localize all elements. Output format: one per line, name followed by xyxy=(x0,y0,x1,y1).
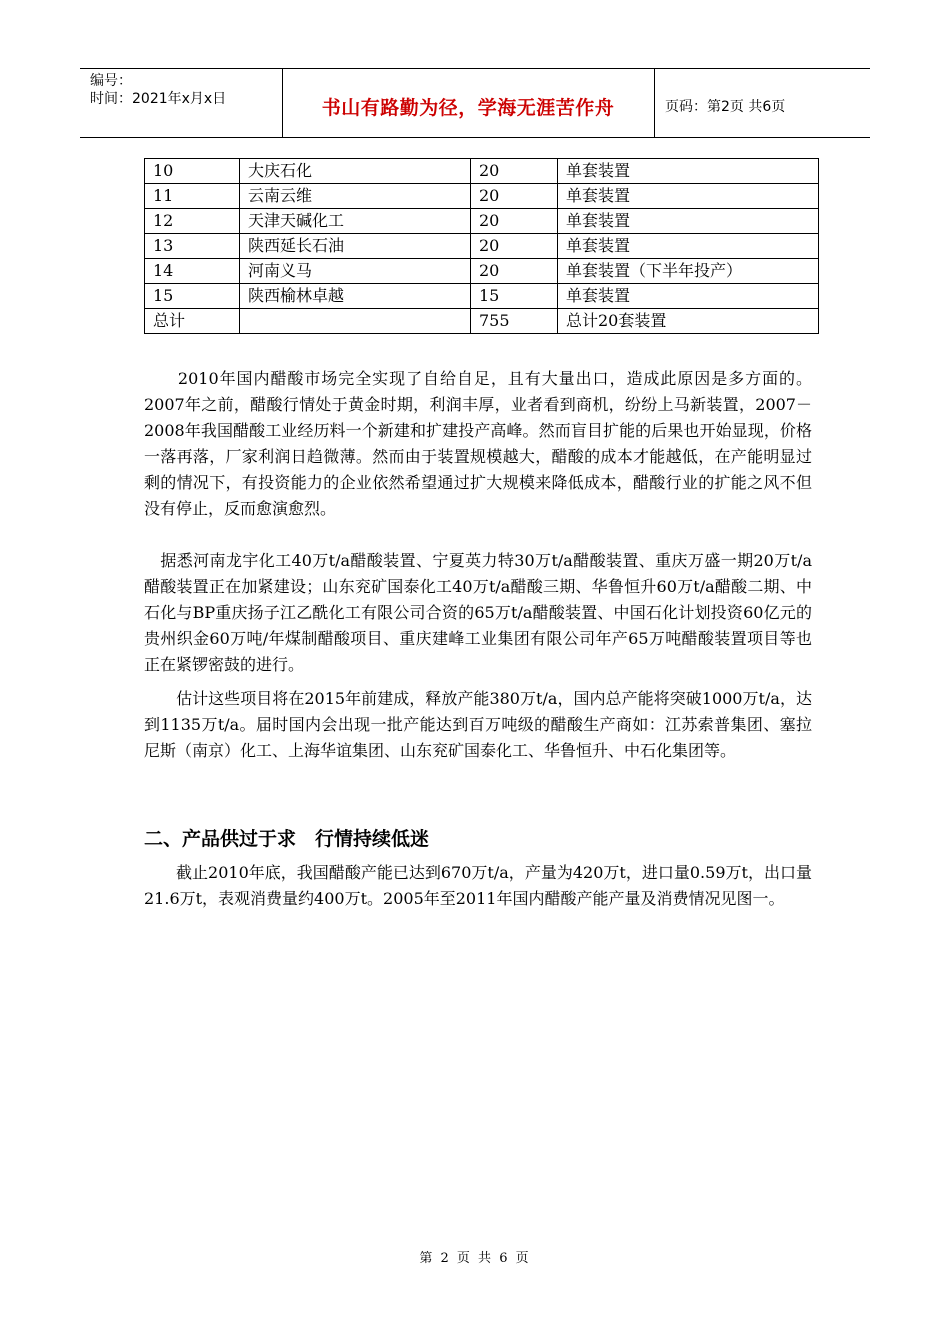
table-cell: 总计20套装置 xyxy=(558,309,819,334)
table-cell: 15 xyxy=(471,284,558,309)
table-cell: 河南义马 xyxy=(240,259,471,284)
table-cell: 20 xyxy=(471,234,558,259)
header-page-cell xyxy=(655,69,870,137)
capacity-table xyxy=(144,158,819,334)
table-cell: 单套装置 xyxy=(558,184,819,209)
table-cell: 单套装置 xyxy=(558,234,819,259)
table-row xyxy=(145,184,819,209)
header-motto-cell xyxy=(282,69,655,137)
page-footer: 第 2 页 共 6 页 xyxy=(419,1251,531,1266)
table-cell: 单套装置（下半年投产） xyxy=(558,259,819,284)
table-cell: 20 xyxy=(471,209,558,234)
paragraph-market-overview: 2010年国内醋酸市场完全实现了自给自足，且有大量出口，造成此原因是多方面的。2007年之前，醋酸行情处于黄金时期，利润丰厚，业者看到商机，纷纷上马新装置，2007－2008年我国醋酸工业经历料一个新建和扩建投产高峰。然而盲目扩能的后果也开始显现，价格一落再落，厂家利润日趋微薄。然而由于装置规模越大，醋酸的成本才能越低，在产能明显过剩的情况下，有投资能力的企业依然希望通过扩大规模来降低成本，醋酸行业的扩能之风不但没有停止，反而愈演愈烈。 xyxy=(144,369,812,518)
table-cell: 陕西榆林卓越 xyxy=(240,284,471,309)
section-heading: 二、产品供过于求 行情持续低迷 xyxy=(144,828,430,850)
table-cell: 755 xyxy=(471,309,558,334)
paragraph-capacity-2010: 截止2010年底，我国醋酸产能已达到670万t/a，产量为420万t，进口量0.59万t，出口量21.6万t，表观消费量约400万t。2005年至2011年国内醋酸产能产量及消费情况见图一。 xyxy=(144,863,812,908)
table-cell: 11 xyxy=(145,184,240,209)
table-cell: 14 xyxy=(145,259,240,284)
table-cell: 单套装置 xyxy=(558,159,819,184)
table-cell: 20 xyxy=(471,159,558,184)
paragraph-projects: 据悉河南龙宇化工40万t/a醋酸装置、宁夏英力特30万t/a醋酸装置、重庆万盛一期20万t/a醋酸装置正在加紧建设；山东兖矿国泰化工40万t/a醋酸三期、华鲁恒升60万t/a醋酸二期、中石化与BP重庆扬子江乙酰化工有限公司合资的65万t/a醋酸装置、中国石化计划投资60亿元的贵州织金60万吨/年煤制醋酸项目、重庆建峰工业集团有限公司年产65万吨醋酸装置项目等也正在紧锣密鼓的进行。 xyxy=(144,551,812,674)
table-row xyxy=(145,284,819,309)
table-cell: 20 xyxy=(471,184,558,209)
table-cell: 10 xyxy=(145,159,240,184)
page-header xyxy=(80,68,870,138)
table-cell: 12 xyxy=(145,209,240,234)
table-cell: 大庆石化 xyxy=(240,159,471,184)
table-row xyxy=(145,309,819,334)
table-row xyxy=(145,259,819,284)
table-cell: 13 xyxy=(145,234,240,259)
table-cell: 单套装置 xyxy=(558,209,819,234)
table-row xyxy=(145,159,819,184)
document-time-label: 时间：2021年x月x日 xyxy=(90,91,227,107)
table-cell xyxy=(240,309,471,334)
table-cell: 陕西延长石油 xyxy=(240,234,471,259)
table-row xyxy=(145,234,819,259)
header-meta-cell xyxy=(80,69,283,137)
table-row xyxy=(145,209,819,234)
header-motto: 书山有路勤为径，学海无涯苦作舟 xyxy=(321,97,615,119)
table-cell: 20 xyxy=(471,259,558,284)
header-page-info: 页码：第2页 共6页 xyxy=(665,99,786,115)
paragraph-forecast: 估计这些项目将在2015年前建成，释放产能380万t/a，国内总产能将突破1000万t/a，达到1135万t/a。届时国内会出现一批产能达到百万吨级的醋酸生产商如：江苏索普集团、塞拉尼斯（南京）化工、上海华谊集团、山东兖矿国泰化工、华鲁恒升、中石化集团等。 xyxy=(144,689,812,760)
table-cell: 单套装置 xyxy=(558,284,819,309)
document-number-label: 编号： xyxy=(90,73,132,89)
table-cell: 天津天碱化工 xyxy=(240,209,471,234)
table-cell: 15 xyxy=(145,284,240,309)
table-cell: 总计 xyxy=(145,309,240,334)
table-cell: 云南云维 xyxy=(240,184,471,209)
